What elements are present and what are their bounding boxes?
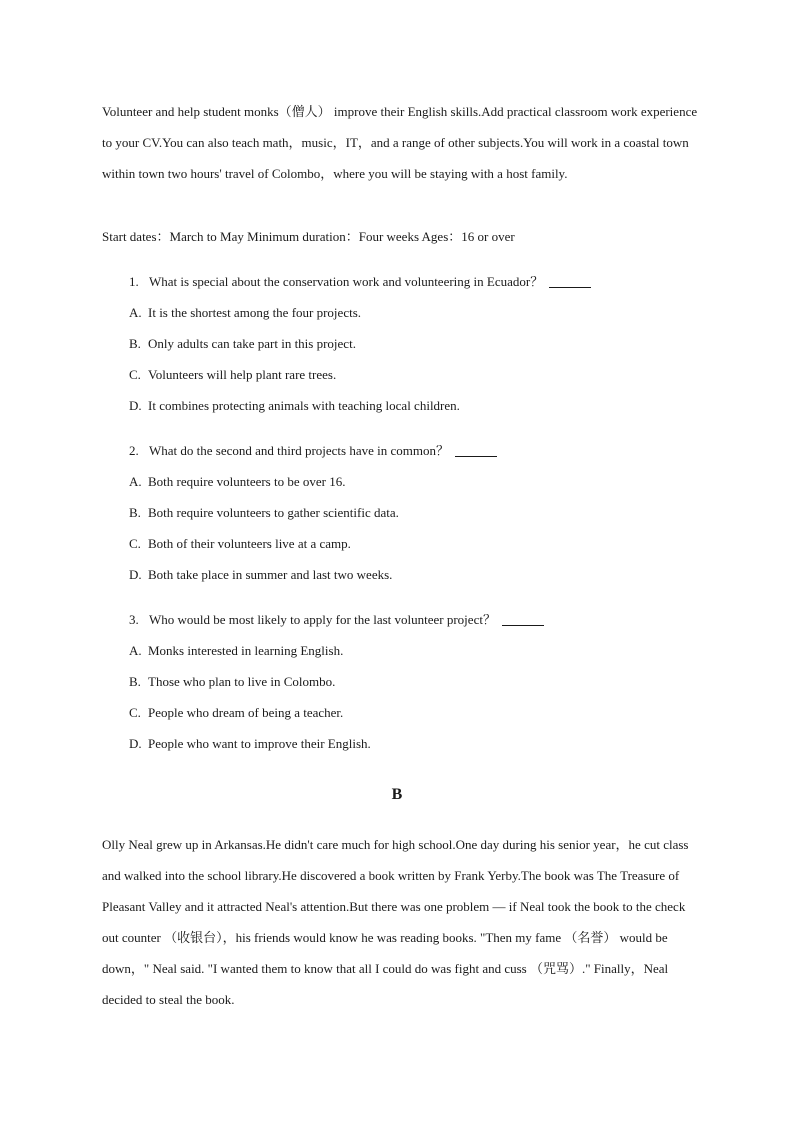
question-number: 3. — [129, 612, 139, 627]
question-number: 1. — [129, 274, 139, 289]
option-a — [129, 466, 689, 497]
option-text: Monks interested in learning English. — [148, 643, 344, 658]
option-d — [129, 390, 689, 421]
option-b — [129, 328, 689, 359]
option-b — [129, 666, 689, 697]
question-1 — [129, 266, 689, 421]
option-a — [129, 297, 689, 328]
question-3 — [129, 604, 689, 759]
option-b — [129, 497, 689, 528]
intro-paragraph: Volunteer and help student monks（僧人） improve their English skills.Add practical classroom work experience to your CV.You can also teach math，music，IT，and a range of other subjects.You will work in a coastal town within town two hours' travel of Colombo，where you will be staying with a host family. — [102, 104, 698, 181]
option-c — [129, 359, 689, 390]
option-text: It combines protecting animals with teaching local children. — [148, 398, 460, 413]
section-b-paragraph: Olly Neal grew up in Arkansas.He didn't care much for high school.One day during his senior year，he cut class and walked into the school library.He discovered a book written by Frank Yerby.The book was The Treasure of Pleasant Valley and it attracted Neal's attention.But there was one problem — if Neal took the book to the check out counter （收银台），his friends would know he was reading books. "Then my fame （名誉） would be down，" Neal said. "I wanted them to know that all I could do was fight and cuss （咒骂）." Finally，Neal decided to steal the book. — [102, 837, 689, 1007]
option-d — [129, 559, 689, 590]
option-text: Only adults can take part in this project. — [148, 336, 356, 351]
option-text: Both require volunteers to be over 16. — [148, 474, 346, 489]
answer-blank — [502, 611, 544, 626]
option-text: Both require volunteers to gather scientific data. — [148, 505, 399, 520]
option-letter: C. — [129, 705, 141, 720]
option-c — [129, 528, 689, 559]
section-b-heading: B — [391, 786, 403, 803]
question-stem — [129, 266, 689, 297]
option-letter: B. — [129, 336, 141, 351]
project-details: Start dates：March to May Minimum duration：Four weeks Ages：16 or over — [102, 229, 515, 244]
option-a — [129, 635, 689, 666]
answer-blank — [455, 442, 497, 457]
option-text: Volunteers will help plant rare trees. — [148, 367, 337, 382]
option-d — [129, 728, 689, 759]
option-text: Both of their volunteers live at a camp. — [148, 536, 351, 551]
option-letter: C. — [129, 367, 141, 382]
option-text: It is the shortest among the four projects. — [148, 305, 362, 320]
option-letter: A. — [129, 305, 142, 320]
option-letter: D. — [129, 567, 142, 582]
question-text: Who would be most likely to apply for the last volunteer project？ — [149, 612, 496, 627]
answer-blank — [549, 273, 591, 288]
question-number: 2. — [129, 443, 139, 458]
option-letter: A. — [129, 643, 142, 658]
question-text: What do the second and third projects have in common？ — [149, 443, 450, 458]
option-text: People who dream of being a teacher. — [148, 705, 344, 720]
option-letter: B. — [129, 674, 141, 689]
question-stem — [129, 435, 689, 466]
question-2 — [129, 435, 689, 590]
option-letter: C. — [129, 536, 141, 551]
option-c — [129, 697, 689, 728]
option-text: People who want to improve their English. — [148, 736, 371, 751]
question-text: What is special about the conservation work and volunteering in Ecuador？ — [149, 274, 544, 289]
option-letter: D. — [129, 736, 142, 751]
option-text: Those who plan to live in Colombo. — [148, 674, 336, 689]
option-letter: B. — [129, 505, 141, 520]
option-letter: A. — [129, 474, 142, 489]
option-text: Both take place in summer and last two weeks. — [148, 567, 393, 582]
option-letter: D. — [129, 398, 142, 413]
question-stem — [129, 604, 689, 635]
